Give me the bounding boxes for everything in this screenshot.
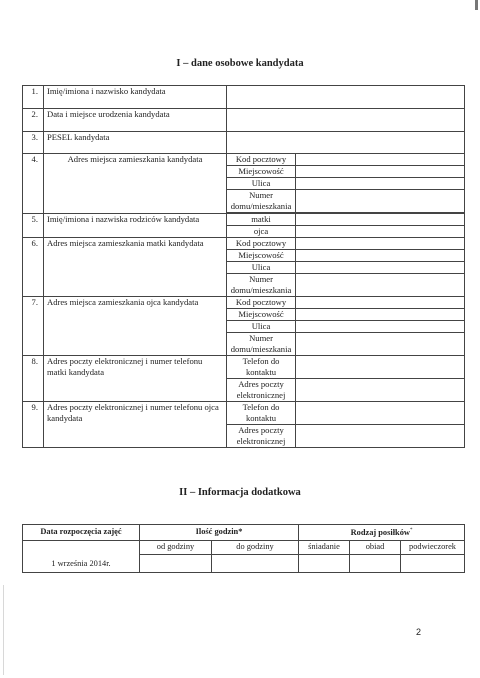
answer-field[interactable] — [296, 262, 465, 274]
table-row — [23, 297, 465, 309]
start-date-value: 1 września 2014r. — [23, 541, 140, 573]
meals-header-label: Rodzaj posiłków — [350, 528, 410, 537]
row-number: 6. — [23, 238, 44, 297]
answer-field[interactable] — [296, 356, 465, 379]
answer-field[interactable] — [296, 214, 465, 226]
to-hour-field[interactable] — [212, 555, 299, 573]
meals-header — [299, 525, 465, 541]
page-corner-mark — [475, 0, 478, 10]
row-label: Adres poczty elektronicznej i numer telefonu matki kandydata — [44, 356, 227, 402]
section-2-title: II – Informacja dodatkowa — [179, 487, 301, 498]
sub-label: Numer domu/mieszkania — [227, 274, 296, 297]
answer-field[interactable] — [296, 166, 465, 178]
answer-field[interactable] — [296, 379, 465, 402]
column-to-hour: do godziny — [212, 541, 299, 555]
from-hour-field[interactable] — [140, 555, 212, 573]
row-number: 1. — [23, 86, 44, 109]
sub-label: Ulica — [227, 321, 296, 333]
table-header-row — [23, 525, 465, 541]
table-row — [23, 402, 465, 425]
row-label: Adres miejsca zamieszkania ojca kandydata — [44, 297, 227, 356]
table-subheader-row — [23, 541, 465, 555]
row-label: Data i miejsce urodzenia kandydata — [44, 109, 227, 132]
answer-field[interactable] — [296, 226, 465, 238]
row-label: Adres miejsca zamieszkania kandydata — [44, 154, 227, 214]
row-label: Imię/imiona i nazwisko kandydata — [44, 86, 227, 109]
row-number: 3. — [23, 132, 44, 154]
sub-label: Kod pocztowy — [227, 297, 296, 309]
answer-field[interactable] — [296, 297, 465, 309]
row-number: 2. — [23, 109, 44, 132]
column-snack: podwieczorek — [401, 541, 465, 555]
answer-field[interactable] — [296, 425, 465, 448]
sub-label: Kod pocztowy — [227, 238, 296, 250]
sub-label: Miejscowość — [227, 250, 296, 262]
answer-field[interactable] — [296, 238, 465, 250]
answer-field[interactable] — [296, 178, 465, 190]
snack-field[interactable] — [401, 555, 465, 573]
column-lunch: obiad — [350, 541, 401, 555]
sub-label: Kod pocztowy — [227, 154, 296, 166]
answer-field[interactable] — [296, 250, 465, 262]
sub-label: Telefon do kontaktu — [227, 402, 296, 425]
table-row — [23, 154, 465, 166]
page-number: 2 — [416, 627, 422, 637]
additional-info-table — [22, 524, 465, 573]
hours-header: Ilość godzin* — [140, 525, 299, 541]
column-from-hour: od godziny — [140, 541, 212, 555]
table-row — [23, 86, 465, 109]
sub-label: matki — [227, 214, 296, 226]
table-row — [23, 356, 465, 379]
row-label: Adres miejsca zamieszkania matki kandydata — [44, 238, 227, 297]
breakfast-field[interactable] — [299, 555, 350, 573]
row-label: Imię/imiona i nazwiska rodziców kandydata — [44, 214, 227, 238]
sub-label: Ulica — [227, 262, 296, 274]
sub-label: Miejscowość — [227, 166, 296, 178]
row-number: 8. — [23, 356, 44, 402]
sub-label: Ulica — [227, 178, 296, 190]
answer-field[interactable] — [296, 402, 465, 425]
column-breakfast: śniadanie — [299, 541, 350, 555]
table-row — [23, 132, 465, 154]
footnote-mark: * — [409, 528, 413, 534]
sub-label: Numer domu/mieszkania — [227, 190, 296, 213]
section-1-title: I – dane osobowe kandydata — [176, 58, 304, 69]
table-row — [23, 238, 465, 250]
answer-field[interactable] — [296, 309, 465, 321]
start-date-header: Data rozpoczęcia zajęć — [23, 525, 140, 541]
answer-field[interactable] — [296, 190, 465, 213]
answer-field[interactable] — [296, 274, 465, 297]
answer-field[interactable] — [296, 333, 465, 356]
answer-field[interactable] — [296, 321, 465, 333]
row-number: 9. — [23, 402, 44, 448]
sub-label: Miejscowość — [227, 309, 296, 321]
page-edge-mark — [3, 585, 4, 675]
table-row — [23, 109, 465, 132]
sub-label: Adres poczty elektronicznej — [227, 425, 296, 448]
answer-field[interactable] — [227, 86, 465, 109]
row-label: PESEL kandydata — [44, 132, 227, 154]
sub-label: Adres poczty elektronicznej — [227, 379, 296, 402]
answer-field[interactable] — [296, 154, 465, 166]
answer-field[interactable] — [227, 132, 465, 154]
row-number: 7. — [23, 297, 44, 356]
sub-label: ojca — [227, 226, 296, 238]
row-label: Adres poczty elektronicznej i numer telefonu ojca kandydata — [44, 402, 227, 448]
sub-label: Numer domu/mieszkania — [227, 333, 296, 356]
table-row — [23, 214, 465, 226]
sub-label: Telefon do kontaktu — [227, 356, 296, 379]
answer-field[interactable] — [227, 109, 465, 132]
lunch-field[interactable] — [350, 555, 401, 573]
row-number: 4. — [23, 154, 44, 214]
row-number: 5. — [23, 214, 44, 238]
personal-data-table — [22, 85, 465, 448]
